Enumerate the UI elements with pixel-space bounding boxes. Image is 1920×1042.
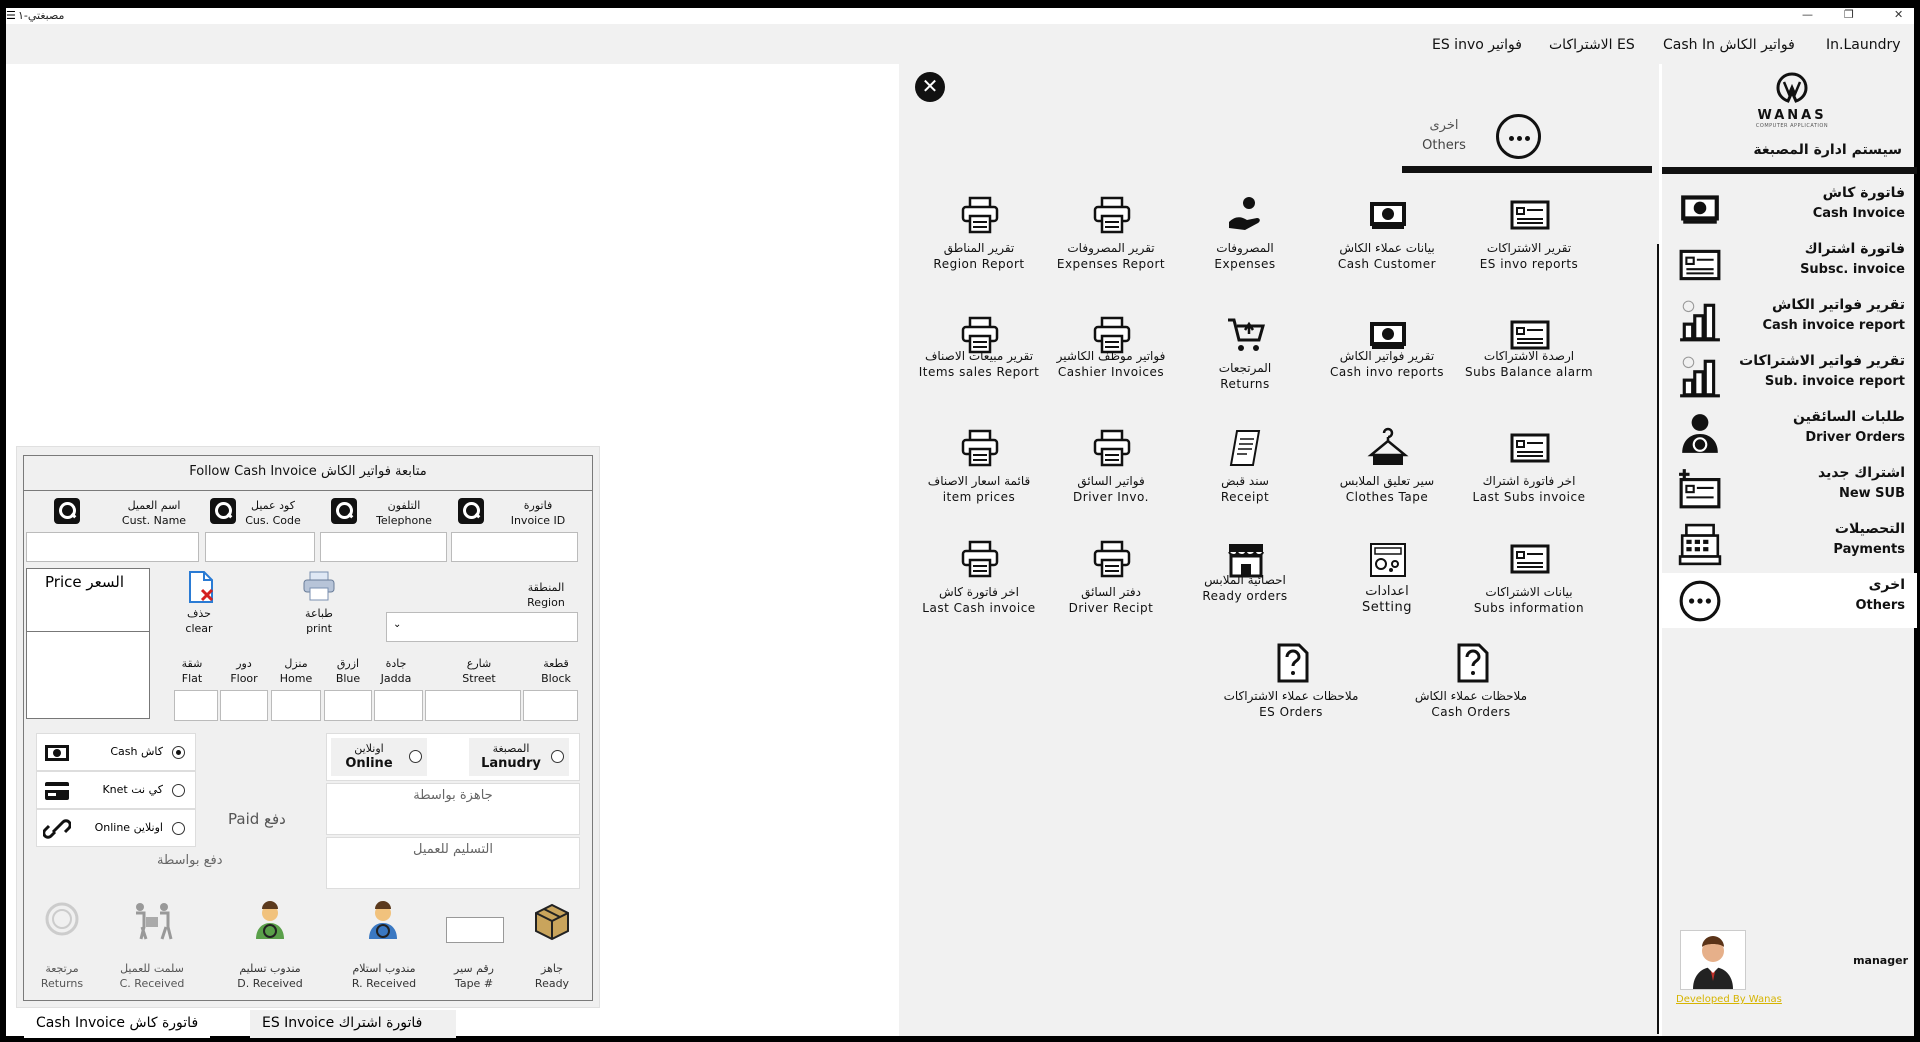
cash-icon: [1367, 194, 1409, 236]
ready-by-label: جاهزة بواسطة: [413, 788, 493, 803]
close-panel-button[interactable]: ✕: [915, 72, 945, 102]
telephone-input[interactable]: [320, 532, 447, 562]
search-telephone-icon[interactable]: [331, 498, 357, 524]
sidebar-item-label-ar: فاتورة اشتراك: [1804, 241, 1905, 257]
tape-label: رقم سير Tape #: [454, 962, 494, 990]
question-doc-icon: [1451, 642, 1493, 684]
search-cus-code-icon[interactable]: [210, 498, 236, 524]
payment-online-option[interactable]: [36, 809, 196, 847]
bottom-tabs: [16, 1010, 476, 1038]
cart-return-icon: [1225, 314, 1267, 356]
payment-online-radio[interactable]: [172, 822, 185, 835]
print-icon[interactable]: [302, 570, 336, 602]
more-icon: [1676, 579, 1724, 623]
delivery-label: التسليم للعميل: [413, 842, 493, 857]
cus-code-label: كود عميل Cus. Code: [245, 499, 301, 527]
payment-knet-label: Knet كي نت: [102, 783, 163, 796]
sidebar-item-label-ar: تقرير فواتير الاشتراكات: [1739, 353, 1905, 369]
sidebar-item-label-en: Payments: [1833, 542, 1905, 557]
tile-subs-balance-alarm[interactable]: [1459, 314, 1599, 414]
tile-cash-invo-reports[interactable]: [1317, 314, 1457, 414]
source-online-label: اونلاين Online: [345, 742, 393, 771]
hanger-icon: [1367, 427, 1409, 469]
price-value-box: [26, 631, 150, 719]
tile-label-en: Subs information: [1473, 601, 1585, 615]
top-nav: [6, 24, 1914, 64]
tile-label-en: Receipt: [1220, 490, 1270, 504]
tile-label-en: Expenses: [1214, 257, 1276, 271]
tape-number-input[interactable]: [446, 917, 504, 943]
payment-knet-radio[interactable]: [172, 784, 185, 797]
tile-label-ar: تقرير الاشتراكات: [1486, 241, 1572, 255]
ready-by-box[interactable]: [326, 783, 580, 835]
delivery-box[interactable]: [326, 837, 580, 889]
app-window: [6, 8, 1914, 1036]
tile-items-sales-report[interactable]: [909, 314, 1049, 414]
tile-label-ar: ملاحظات عملاء الاشتراكات: [1223, 689, 1359, 703]
street-label: شارع Street: [462, 657, 496, 685]
tile-label-ar: اخر فاتورة كاش: [938, 585, 1020, 599]
invoice-card-icon: [1676, 243, 1724, 287]
delete-doc-icon[interactable]: [184, 570, 218, 604]
invoice-card-icon: [1509, 194, 1551, 236]
app-name: سيستم ادارة المصبغة: [1753, 142, 1902, 158]
sidebar-item-label-en: Cash Invoice: [1812, 206, 1905, 221]
customer-received-icon[interactable]: [130, 899, 174, 943]
tile-label-en: Ready orders: [1202, 589, 1288, 603]
tile-last-subs-invoice[interactable]: [1459, 427, 1599, 527]
hand-money-icon: [1225, 194, 1267, 236]
user-avatar-icon: [1681, 931, 1745, 989]
logo-subtitle: COMPUTER APPLICATION: [1755, 123, 1829, 129]
sidebar-item-label-en: Sub. invoice report: [1764, 374, 1905, 389]
street-input[interactable]: [425, 690, 521, 721]
divider: [24, 490, 592, 491]
sidebar-item-driver-orders[interactable]: [1662, 405, 1917, 460]
nav-es-invoices[interactable]: ES invo فواتير: [1432, 37, 1522, 53]
header-underline: [1402, 166, 1652, 173]
price-header-box: [26, 568, 150, 632]
tile-label-ar: ملاحظات عملاء الكاش: [1414, 689, 1528, 703]
new-sub-icon: [1676, 467, 1724, 511]
tile-label-ar: دفتر السائق: [1081, 585, 1141, 599]
payment-cash-radio[interactable]: [172, 746, 185, 759]
card-icon: [43, 778, 71, 804]
tile-label-ar: المصروفات: [1216, 241, 1274, 255]
minimize-button[interactable]: —: [1802, 8, 1813, 21]
tile-es-invo-reports[interactable]: [1459, 194, 1599, 294]
print-label[interactable]: طباعة print: [305, 607, 333, 635]
cust-name-input[interactable]: [26, 532, 199, 562]
question-doc-icon: [1271, 642, 1313, 684]
flat-label: شقة Flat: [181, 657, 203, 685]
logo-name: WANAS: [1757, 108, 1827, 123]
d-received-label: مندوب تسليم D. Received: [237, 962, 303, 990]
tile-label-ar: سند قبض: [1221, 474, 1269, 488]
panel-title: Follow Cash Invoice متابعة فواتير الكاش: [189, 464, 427, 479]
tile-label-ar: احصائية الملابس: [1204, 573, 1286, 587]
sidebar-item-subsc-invoice[interactable]: [1662, 237, 1917, 292]
tile-label-en: Expenses Report: [1056, 257, 1166, 271]
ready-label: جاهز Ready: [534, 962, 570, 990]
receipt-icon: [1225, 427, 1267, 469]
source-online-option[interactable]: [331, 738, 427, 776]
chevron-down-icon: ⌄: [393, 619, 402, 630]
sidebar-item-label-ar: طلبات السائقين: [1792, 409, 1905, 425]
tile-label-ar: اخر فاتورة اشتراك: [1482, 474, 1576, 488]
sidebar-item-label-en: New SUB: [1838, 486, 1905, 501]
floor-label: دور Floor: [230, 657, 258, 685]
blue-input[interactable]: [324, 690, 372, 721]
tile-label-en: Last Subs invoice: [1472, 490, 1586, 504]
c-received-label: سلمت للعميل C. Received: [119, 962, 185, 990]
developed-by-link[interactable]: Developed By Wanas: [1676, 994, 1782, 1005]
receive-driver-icon[interactable]: [361, 899, 405, 943]
tile-label-ar: تقرير المناطق: [943, 241, 1015, 255]
tile-label-ar: فواتير موظف الكاشير: [1056, 349, 1166, 363]
follow-panel-frame: [23, 455, 593, 1001]
tile-label-ar: بيانات الاشتراكات: [1485, 585, 1573, 599]
tile-label-en: Region Report: [933, 257, 1025, 271]
tile-label-en: Returns: [1220, 377, 1270, 391]
tile-label-ar: المرتجعات: [1218, 361, 1272, 375]
sidebar-item-label-en: Others: [1855, 598, 1905, 613]
others-title-en: Others: [1422, 138, 1466, 153]
price-label: Price السعر: [45, 573, 125, 591]
tile-label-en: Last Cash invoice: [922, 601, 1036, 615]
tile-label-ar: فواتير السائق: [1077, 474, 1145, 488]
source-online-radio[interactable]: [409, 750, 422, 763]
invoice-card-icon: [1509, 538, 1551, 580]
printer-icon: [1091, 538, 1133, 580]
payment-cash-label: Cash كاش: [110, 745, 163, 758]
region-label: المنطقة Region: [527, 581, 565, 609]
tile-label-en: Clothes Tape: [1345, 490, 1429, 504]
tile-item-prices[interactable]: [909, 427, 1049, 527]
nav-subscriptions[interactable]: الاشتراكات ES: [1549, 37, 1635, 53]
tile-label-en: Driver Recipt: [1068, 601, 1154, 615]
others-title-ar: اخرى: [1429, 118, 1459, 133]
blue-label: ازرق Blue: [335, 657, 361, 685]
tile-setting[interactable]: [1317, 538, 1457, 638]
floor-input[interactable]: [220, 690, 268, 721]
source-laundry-label: المصبغة Lanudry: [481, 742, 541, 771]
maximize-button[interactable]: ❐: [1844, 8, 1854, 21]
link-icon: [43, 816, 71, 842]
clear-label[interactable]: حذف clear: [185, 607, 213, 635]
tile-label-en: Driver Invo.: [1073, 490, 1149, 504]
telephone-label: التلفون Telephone: [376, 499, 432, 527]
tab-cash-invoice[interactable]: Cash Invoice فاتورة كاش: [24, 1010, 210, 1038]
region-select[interactable]: [386, 612, 578, 642]
source-box: [326, 733, 580, 781]
home-input[interactable]: [271, 690, 321, 721]
sidebar-item-label-ar: اشتراك جديد: [1817, 465, 1905, 481]
sidebar-item-label-ar: تقرير فواتير الكاش: [1772, 297, 1905, 313]
tile-cash-orders[interactable]: [1401, 642, 1541, 742]
jadda-label: جادة Jadda: [380, 657, 412, 685]
follow-cash-invoice-panel: [16, 446, 600, 1008]
printer-icon: [959, 194, 1001, 236]
sidebar-item-label-ar: التحصيلات: [1834, 521, 1905, 537]
tab-es-invoice[interactable]: ES Invoice فاتورة اشتراك: [250, 1010, 456, 1038]
payment-cash-option[interactable]: [36, 733, 196, 771]
tile-label-en: Setting: [1361, 600, 1413, 615]
window-title: مصبغتي-١: [18, 9, 65, 22]
delivery-driver-icon[interactable]: [248, 899, 292, 943]
tile-expenses-report[interactable]: [1041, 194, 1181, 294]
ready-box-icon[interactable]: [530, 899, 574, 943]
tile-label-ar: اعدادات: [1365, 584, 1409, 599]
sidebar-item-cash-invoice-report[interactable]: [1662, 293, 1917, 348]
tile-label-ar: ارصدة الاشتراكات: [1483, 349, 1575, 363]
tile-label-ar: تقرير المصروفات: [1067, 241, 1155, 255]
sidebar-item-cash-invoice[interactable]: [1662, 181, 1917, 236]
user-role: manager: [1853, 954, 1908, 967]
block-input[interactable]: [523, 690, 578, 721]
tile-region-report[interactable]: [909, 194, 1049, 294]
flat-input[interactable]: [174, 690, 218, 721]
sidebar-item-label-en: Driver Orders: [1805, 430, 1905, 445]
printer-icon: [1091, 194, 1133, 236]
nav-cash-invoices[interactable]: Cash In فواتير الكاش: [1663, 37, 1795, 53]
printer-icon: [959, 427, 1001, 469]
sidebar-item-others[interactable]: [1662, 573, 1917, 628]
tile-cashier-invoices[interactable]: [1041, 314, 1181, 414]
tile-label-en: Subs Balance alarm: [1464, 365, 1594, 379]
sidebar-item-new-sub[interactable]: [1662, 461, 1917, 516]
tile-label-en: ES Orders: [1259, 705, 1323, 719]
tile-label-ar: تقرير فواتير الكاش: [1339, 349, 1435, 363]
title-bar: [6, 8, 1914, 24]
sidebar-item-label-ar: اخرى: [1868, 577, 1905, 593]
returns-coin-icon[interactable]: [40, 899, 84, 943]
sidebar-item-label-en: Cash invoice report: [1762, 318, 1905, 333]
paid-by-label: دفع بواسطة: [157, 853, 223, 868]
sidebar-item-label-en: Subsc. invoice: [1800, 262, 1905, 277]
tile-label-ar: قائمة اسعار الاصناف: [927, 474, 1031, 488]
returns-label: مرتجعة Returns: [40, 962, 84, 990]
source-laundry-option[interactable]: [469, 738, 569, 776]
cash-icon: [43, 740, 71, 766]
others-header: [1399, 114, 1554, 174]
invoice-id-input[interactable]: [451, 532, 578, 562]
tile-label-en: Cash Customer: [1337, 257, 1437, 271]
driver-icon: [1676, 411, 1724, 455]
source-laundry-radio[interactable]: [551, 750, 564, 763]
more-icon: [1496, 114, 1541, 159]
tile-expenses[interactable]: [1175, 194, 1315, 294]
tile-label-en: Items sales Report: [918, 365, 1040, 379]
sidebar-item-sub-invoice-report[interactable]: [1662, 349, 1917, 404]
close-window-button[interactable]: ✕: [1894, 8, 1904, 21]
menu-icon[interactable]: ☰: [6, 9, 16, 22]
tile-label-en: Cash invo reports: [1329, 365, 1444, 379]
tile-label-en: item prices: [942, 490, 1016, 504]
tile-label-ar: سير تعليق الملابس: [1339, 474, 1435, 488]
wanas-logo-icon: [1774, 72, 1810, 104]
others-panel: [899, 64, 1659, 1036]
sidebar-item-label-ar: فاتورة كاش: [1822, 185, 1905, 201]
tile-last-cash-invoice[interactable]: [909, 538, 1049, 638]
tile-label-ar: تقرير مبيعات الاصناف: [924, 349, 1034, 363]
settings-register-icon: [1367, 538, 1409, 580]
nav-in-laundry[interactable]: In.Laundry: [1826, 37, 1901, 53]
paid-label: Paid دفع: [228, 810, 286, 828]
payment-knet-option[interactable]: [36, 771, 196, 809]
tile-label-en: ES invo reports: [1479, 257, 1579, 271]
search-invoice-icon[interactable]: [458, 498, 484, 524]
sidebar-underline: [1662, 167, 1917, 174]
tile-receipt[interactable]: [1175, 427, 1315, 527]
payment-online-label: Online اونلاين: [94, 821, 163, 834]
tile-clothes-tape[interactable]: [1317, 427, 1457, 527]
bar-chart-icon: [1676, 299, 1724, 343]
tile-subs-information[interactable]: [1459, 538, 1599, 638]
tile-es-orders[interactable]: [1221, 642, 1361, 742]
logo: [1722, 72, 1862, 142]
cus-code-input[interactable]: [205, 532, 315, 562]
printer-icon: [959, 538, 1001, 580]
invoice-id-label: فاتورة Invoice ID: [510, 499, 566, 527]
jadda-input[interactable]: [374, 690, 423, 721]
invoice-card-icon: [1509, 427, 1551, 469]
avatar[interactable]: [1680, 930, 1746, 990]
tile-ready-orders[interactable]: [1175, 538, 1315, 638]
home-label: منزل Home: [279, 657, 313, 685]
printer-icon: [1091, 427, 1133, 469]
tile-driver-invo[interactable]: [1041, 427, 1181, 527]
sidebar-item-payments[interactable]: [1662, 517, 1917, 572]
cust-name-label: اسم العميل Cust. Name: [121, 499, 187, 527]
cash-icon: [1676, 187, 1724, 231]
r-received-label: مندوب استلام R. Received: [351, 962, 417, 990]
block-label: قطعة Block: [541, 657, 571, 685]
tile-label-en: Cash Orders: [1431, 705, 1511, 719]
cash-register-icon: [1676, 523, 1724, 567]
bar-chart-icon: [1676, 355, 1724, 399]
search-cust-name-icon[interactable]: [54, 498, 80, 524]
tile-driver-recipt[interactable]: [1041, 538, 1181, 638]
tile-cash-customer[interactable]: [1317, 194, 1457, 294]
tile-returns[interactable]: [1175, 314, 1315, 414]
tile-label-ar: بيانات عملاء الكاش: [1339, 241, 1435, 255]
sidebar: [1659, 64, 1914, 1036]
tile-label-en: Cashier Invoices: [1057, 365, 1165, 379]
